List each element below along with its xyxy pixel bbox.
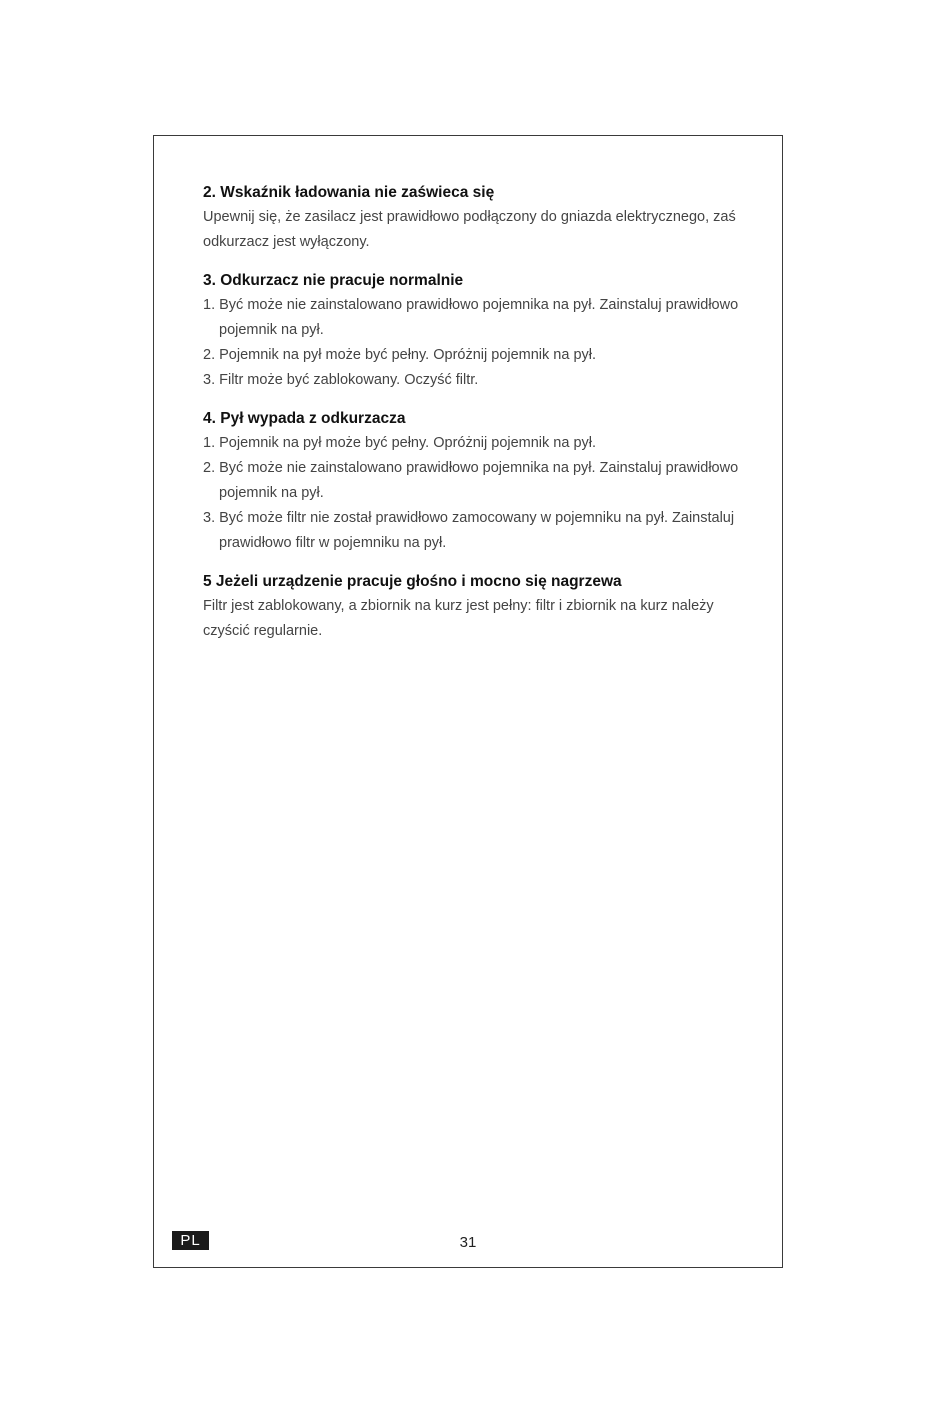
list-item: 1. Pojemnik na pył może być pełny. Opróżnij pojemnik na pył. [203,435,597,451]
section-abnormal-operation [203,268,743,393]
section-dust-leak [203,406,743,556]
troubleshooting-content [203,180,743,657]
list-item: 3. Filtr może być zablokowany. Oczyść filtr. [203,372,479,388]
list-item: 3. Być może filtr nie został prawidłowo zamocowany w pojemniku na pył. Zainstaluj prawidłowo filtr w pojemniku na pył. [203,510,735,551]
page-number: 31 [459,1234,477,1251]
solution-list [203,431,743,556]
language-badge: PL [172,1231,209,1250]
section-title: 4. Pył wypada z odkurzacza [203,410,406,427]
section-text: Upewnij się, że zasilacz jest prawidłowo podłączony do gniazda elektrycznego, zaś odkurzacz jest wyłączony. [203,209,736,250]
section-title: 2. Wskaźnik ładowania nie zaświeca się [203,184,495,201]
section-text: Filtr jest zablokowany, a zbiornik na kurz jest pełny: filtr i zbiornik na kurz należy czyścić regularnie. [203,598,714,639]
section-charging-indicator [203,180,743,255]
section-title: 5 Jeżeli urządzenie pracuje głośno i mocno się nagrzewa [203,573,622,590]
section-title: 3. Odkurzacz nie pracuje normalnie [203,272,464,289]
list-item: 1. Być może nie zainstalowano prawidłowo pojemnika na pył. Zainstaluj prawidłowo pojemnik na pył. [203,297,739,338]
list-item: 2. Być może nie zainstalowano prawidłowo pojemnika na pył. Zainstaluj prawidłowo pojemnik na pył. [203,460,739,501]
list-item: 2. Pojemnik na pył może być pełny. Opróżnij pojemnik na pył. [203,347,597,363]
solution-list [203,293,743,393]
section-noise-overheating [203,569,743,644]
